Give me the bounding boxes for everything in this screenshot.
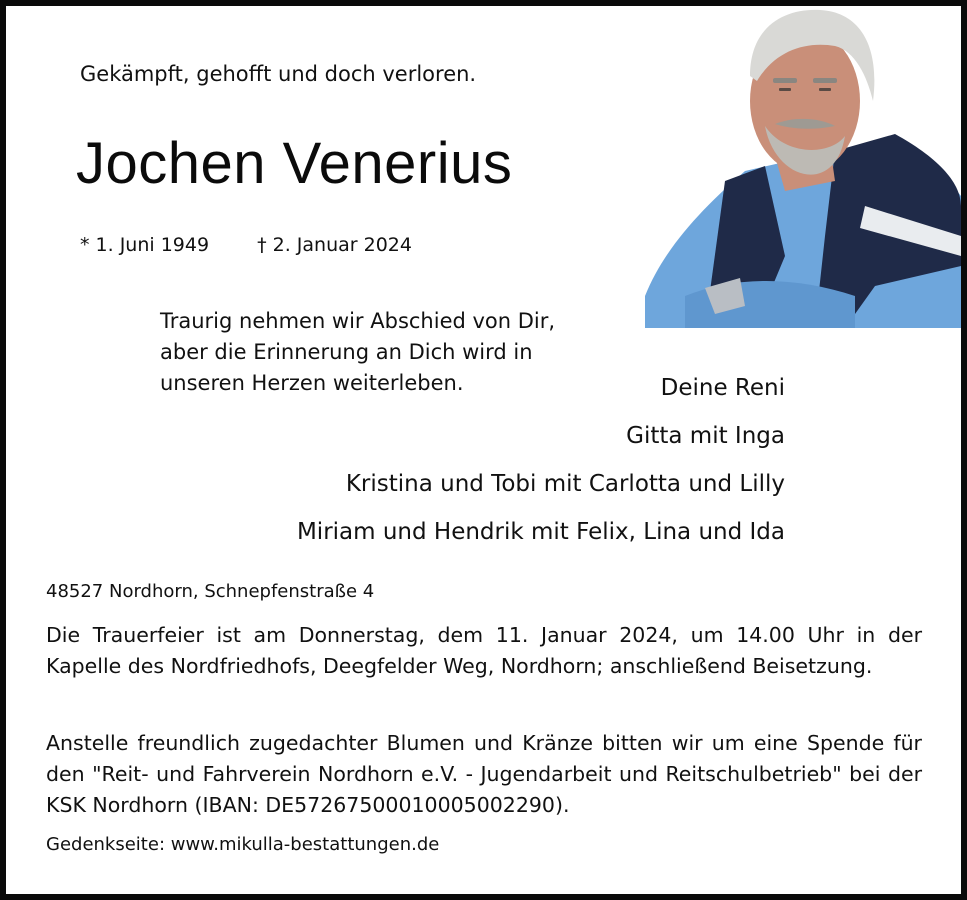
life-dates [80,234,412,256]
farewell-line: Traurig nehmen wir Abschied von Dir, [160,309,556,333]
death-date: † 2. Januar 2024 [257,234,412,256]
mourners-list [297,364,785,556]
portrait-photo [645,6,961,328]
mourner-line: Gitta mit Inga [626,423,785,449]
farewell-line: aber die Erinnerung an Dich wird in [160,340,533,364]
mourner-line: Kristina und Tobi mit Carlotta und Lilly [345,471,785,497]
donation-paragraph: Anstelle freundlich zugedachter Blumen und Kränze bitten wir um eine Spende für den "Reit- und Fahrverein Nordhorn e.V. - Jugendarbeit und Reitschulbetrieb" bei der KSK Nordhorn (IBAN: DE57267500010005002290). [46,731,922,817]
birth-date: * 1. Juni 1949 [80,234,210,256]
memorial-page-line: Gedenkseite: www.mikulla-bestattungen.de [46,834,440,855]
farewell-line: unseren Herzen weiterleben. [160,371,464,395]
mourner-line: Miriam und Hendrik mit Felix, Lina und Ida [296,519,785,545]
mourner-line: Deine Reni [660,375,785,401]
motto-line: Gekämpft, gehofft und doch verloren. [80,62,477,86]
deceased-name: Jochen Venerius [76,131,513,196]
service-paragraph: Die Trauerfeier ist am Donnerstag, dem 11. Januar 2024, um 14.00 Uhr in der Kapelle des Nordfriedhofs, Deegfelder Weg, Nordhorn; anschließend Beisetzung. [46,623,922,678]
address-line: 48527 Nordhorn, Schnepfenstraße 4 [46,581,375,602]
